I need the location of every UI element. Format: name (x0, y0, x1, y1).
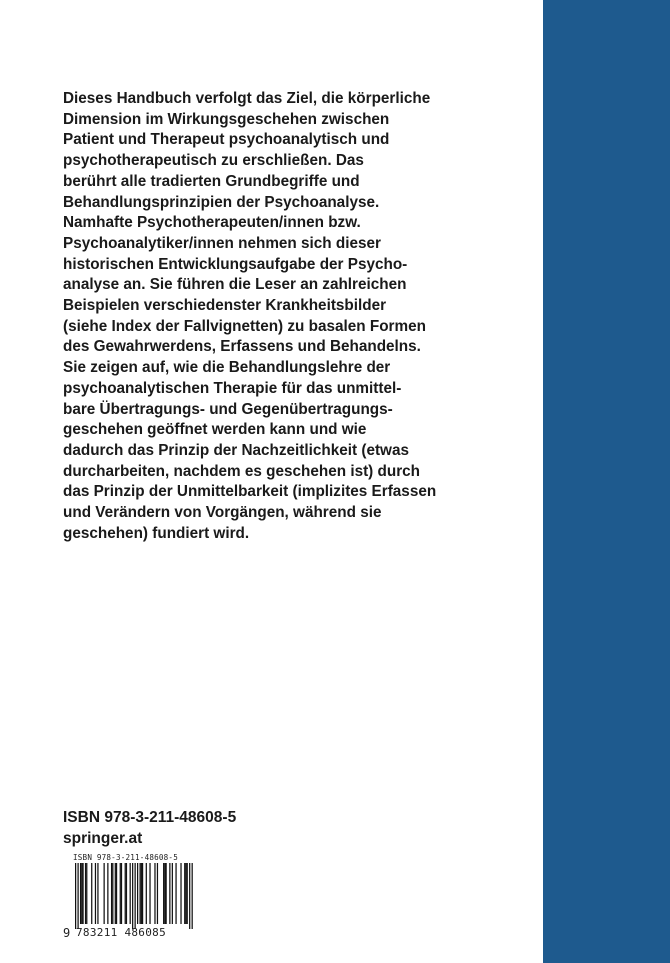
blurb-line: durcharbeiten, nachdem es geschehen ist) durch (63, 462, 421, 480)
barcode-bar (184, 863, 185, 924)
barcode-bar (112, 863, 113, 924)
barcode-guard-bar (189, 863, 190, 929)
blurb-line: geschehen) fundiert wird. (63, 524, 250, 542)
barcode-bar (115, 863, 116, 924)
barcode-bar (164, 863, 165, 924)
blurb-line: analyse an. Sie führen die Leser an zahlreichen (63, 276, 407, 294)
barcode-bar (154, 863, 155, 924)
barcode-bar (97, 863, 98, 924)
blurb-line: des Gewahrwerdens, Erfassens und Behandelns. (63, 338, 421, 356)
barcode-bar (95, 863, 96, 924)
barcode-bars (63, 863, 196, 929)
barcode-lead-digit: 9 (63, 926, 71, 940)
barcode-bar (166, 863, 167, 924)
barcode-guard-bar (75, 863, 76, 929)
barcode-bar (116, 863, 117, 924)
barcode-bar (107, 863, 108, 924)
barcode-bar (130, 863, 131, 924)
blurb-line: bare Übertragungs- und Gegenübertragungs- (63, 400, 393, 418)
blurb-line: (siehe Index der Fallvignetten) zu basalen Formen (63, 317, 426, 335)
blurb-line: Beispielen verschiedenster Krankheitsbilder (63, 297, 387, 315)
barcode-bar (185, 863, 186, 924)
ean-barcode (63, 853, 196, 939)
barcode-bar (137, 863, 138, 924)
blurb-line: Behandlungsprinzipien der Psychoanalyse. (63, 193, 380, 211)
blurb-line: dadurch das Prinzip der Nachzeitlichkeit (etwas (63, 441, 409, 459)
barcode-bar (104, 863, 105, 924)
barcode-bar (91, 863, 92, 924)
barcode-digits: 783211 486085 (76, 926, 166, 939)
blurb-line: Dimension im Wirkungsgeschehen zwischen (63, 110, 390, 128)
barcode-isbn-text: ISBN 978-3-211-48608-5 (73, 853, 178, 862)
blurb-line: historischen Entwicklungsaufgabe der Psycho- (63, 255, 408, 273)
barcode-bar (120, 863, 121, 924)
blurb-line: Namhafte Psychotherapeuten/innen bzw. (63, 214, 361, 232)
publisher-website: springer.at (63, 829, 143, 847)
barcode-bar (169, 863, 170, 924)
blurb-line: und Verändern von Vorgängen, während sie (63, 504, 382, 522)
barcode-guard-bar (135, 863, 136, 929)
barcode-bar (146, 863, 147, 924)
barcode-bar (157, 863, 158, 924)
barcode-bar (142, 863, 143, 924)
barcode-bar (175, 863, 176, 924)
barcode-bar (111, 863, 112, 924)
barcode-guard-bar (132, 863, 133, 929)
barcode-bar (125, 863, 126, 924)
barcode-bar (187, 863, 188, 924)
blurb-line: berührt alle tradierten Grundbegriffe und (63, 172, 360, 190)
barcode-bar (126, 863, 127, 924)
barcode-bar (180, 863, 181, 924)
barcode-bar (172, 863, 173, 924)
barcode-bar (121, 863, 122, 924)
blurb-line: Patient und Therapeut psychoanalytisch und (63, 131, 390, 149)
barcode-guard-bar (77, 863, 78, 929)
back-cover-blurb (63, 89, 437, 544)
barcode-bar (141, 863, 142, 924)
blurb-line: geschehen geöffnet werden kann und wie (63, 421, 367, 439)
blurb-line: psychotherapeutisch zu erschließen. Das (63, 152, 364, 170)
barcode-bar (80, 863, 81, 924)
blurb-line: Dieses Handbuch verfolgt das Ziel, die körperliche (63, 90, 431, 107)
barcode-bar (139, 863, 140, 924)
barcode-bar (81, 863, 82, 924)
isbn-block (63, 808, 236, 849)
isbn-label: ISBN 978-3-211-48608-5 (63, 809, 237, 826)
blurb-line: Psychoanalytiker/innen nehmen sich dieser (63, 234, 381, 252)
barcode-bar (85, 863, 86, 924)
barcode-bar (149, 863, 150, 924)
barcode-guard-bar (192, 863, 193, 929)
blurb-line: Sie zeigen auf, wie die Behandlungslehre der (63, 359, 391, 377)
barcode-bar (82, 863, 83, 924)
blurb-line: psychoanalytischen Therapie für das unmittel- (63, 379, 402, 397)
blurb-line: das Prinzip der Unmittelbarkeit (implizites Erfassen (63, 483, 437, 501)
barcode-bar (163, 863, 164, 924)
spine-color-band (543, 0, 670, 963)
barcode-bar (86, 863, 87, 924)
